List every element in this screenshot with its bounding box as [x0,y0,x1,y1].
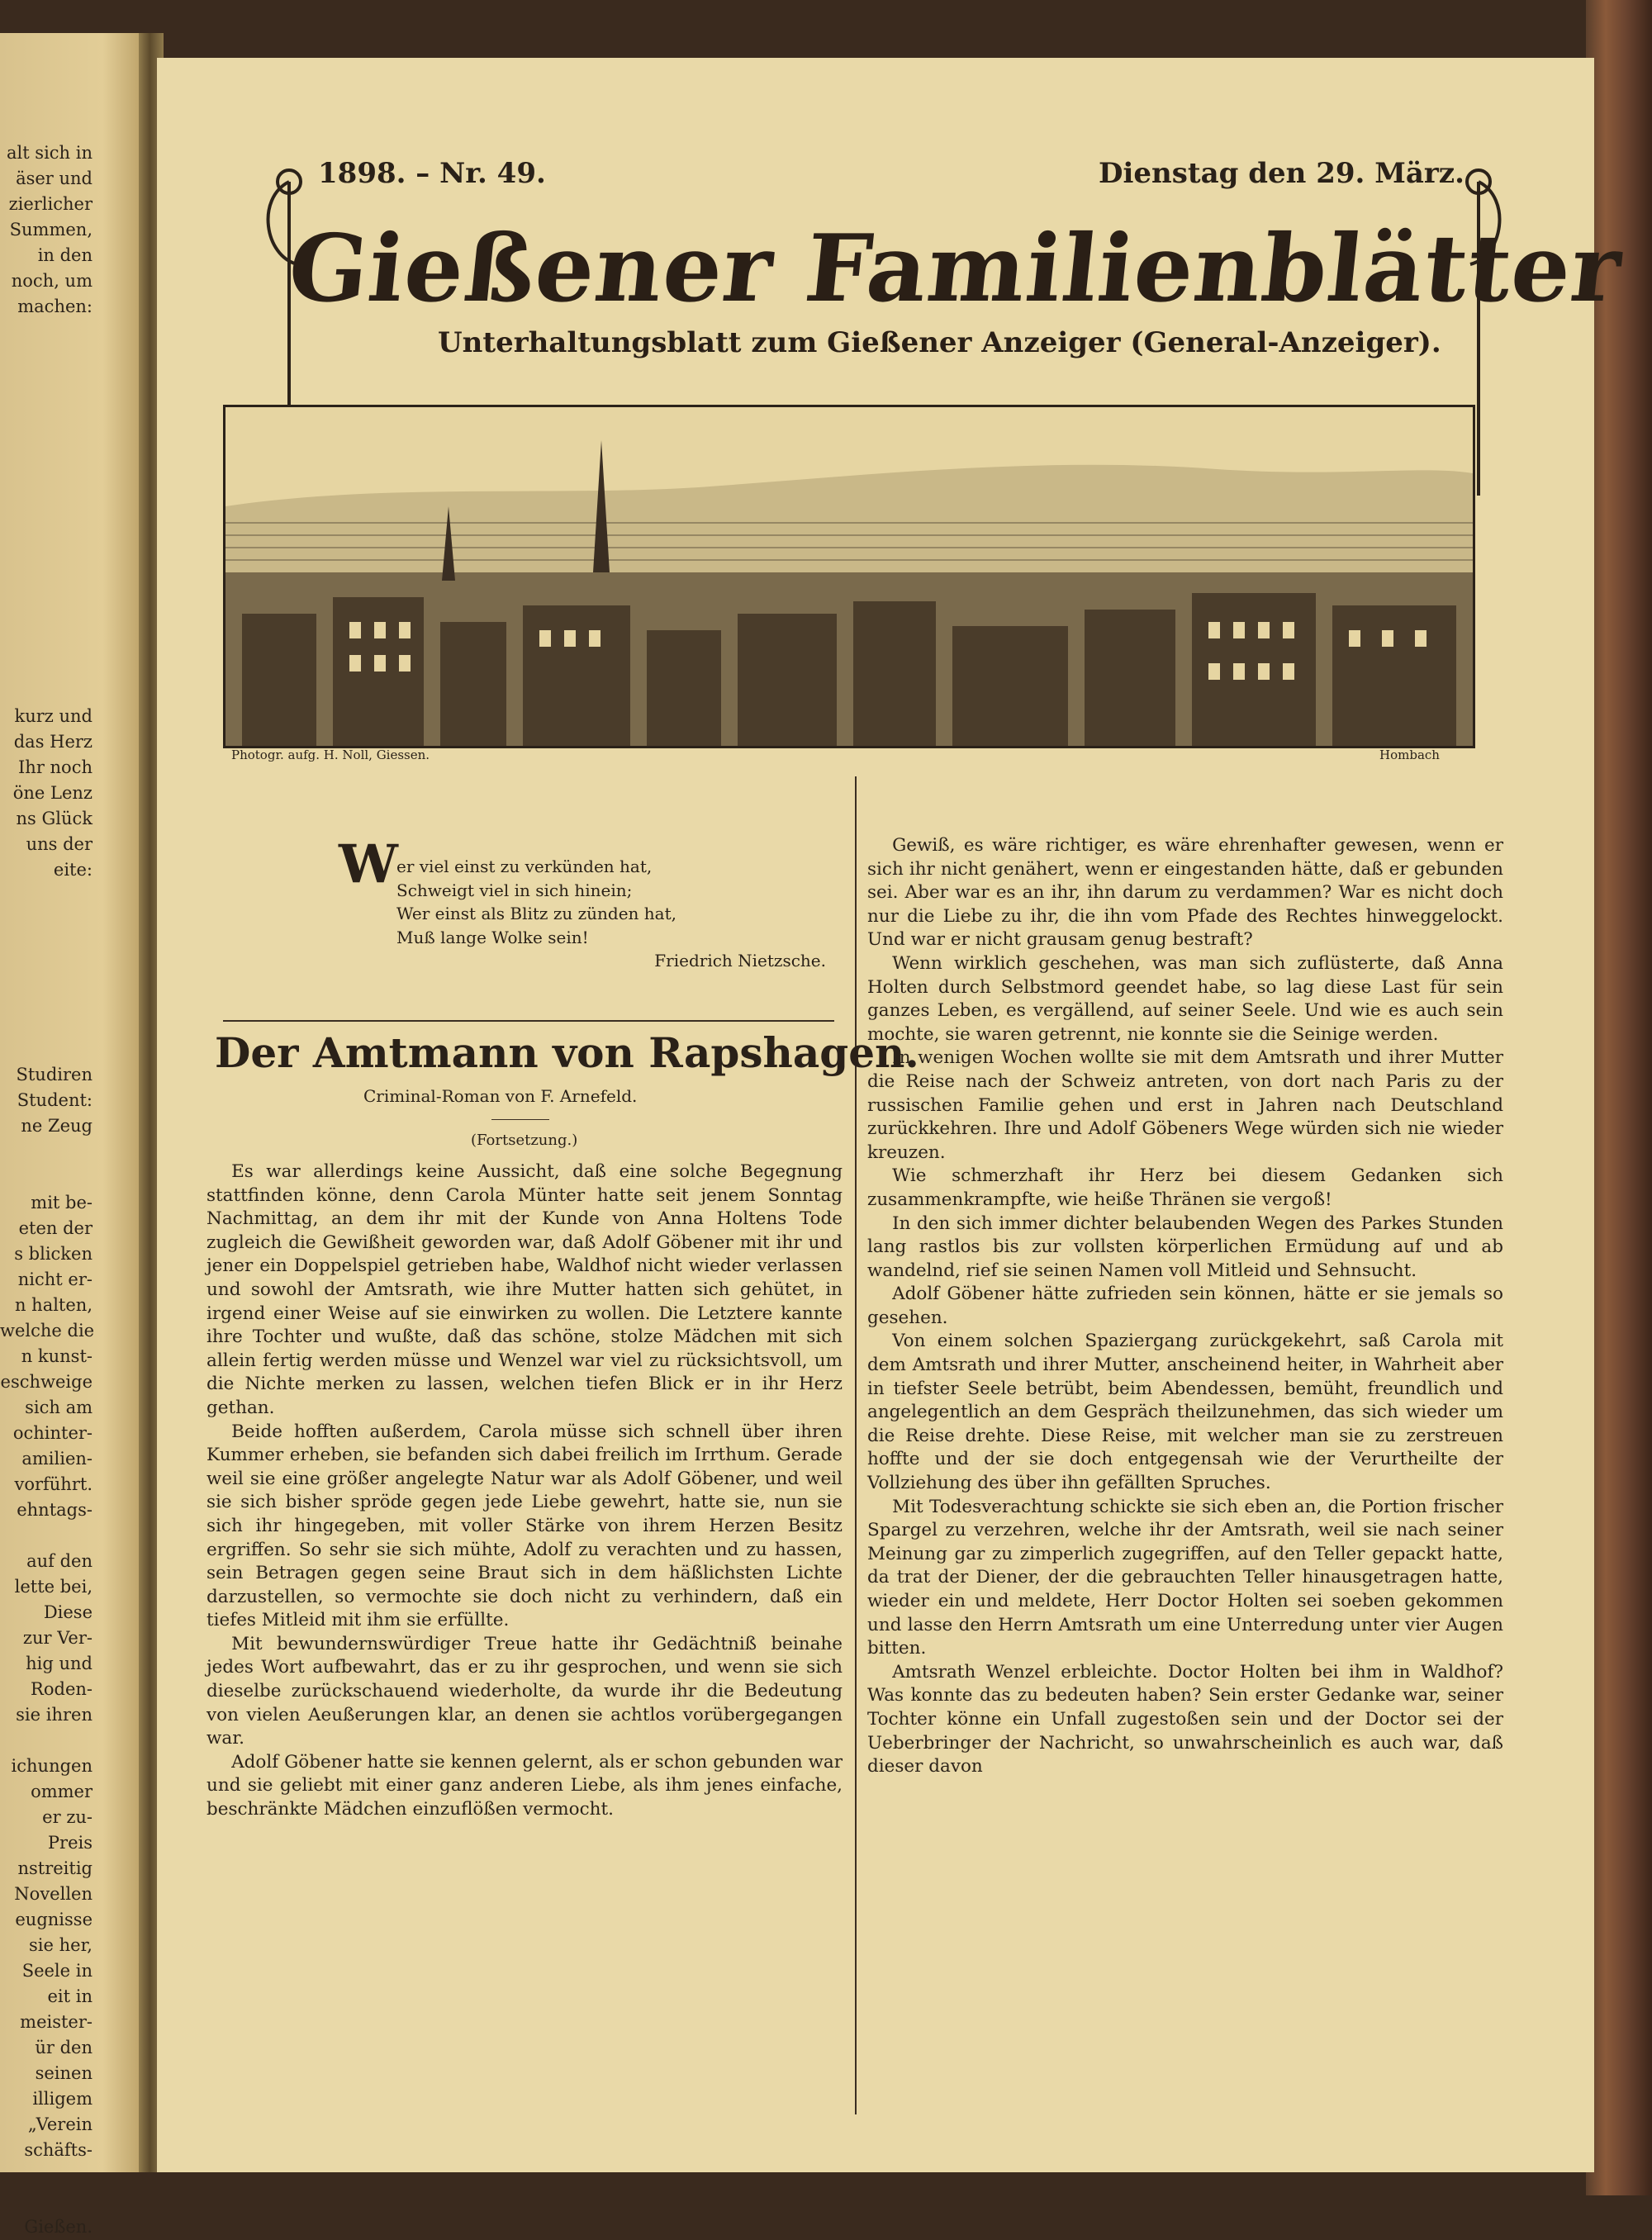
masthead-subtitle: Unterhaltungsblatt zum Gießener Anzeiger (General-Anzeiger). [438,326,1441,359]
left-fragment-line: Ihr noch [18,757,93,777]
left-fragment-line: zierlicher [8,194,93,214]
left-fragment-line: in den [37,245,93,265]
paragraph: Adolf Göbener hätte zufrieden sein können, hätte er sie jemals so gesehen. [867,1284,1503,1328]
paragraph: Adolf Göbener hatte sie kennen gelernt, als er schon gebunden war und sie geliebt mit einer ganz anderen Liebe, als ihm jenes einfache, beschränkte Mädchen einzuflößen vermocht. [206,1751,843,1820]
paragraph: Wenn wirklich geschehen, was man sich zuflüsterte, daß Anna Holten durch Selbstmord geendet habe, so lag diese Last für sein ganzes Leben, es vergällend, auf seiner Seele. Und wie es auch sein mochte, sie waren getrennt, nie konnte sie die Seinige werden. [867,952,1503,1045]
left-fragment-line [0,473,93,499]
left-fragment-line: ehntags- [17,1500,93,1520]
left-fragment-line [0,1037,93,1062]
left-fragment-line [0,1165,93,1190]
left-fragment-line: lette bei, [14,1577,93,1597]
continuation-note: (Fortsetzung.) [471,1132,578,1149]
left-fragment-line: eite: [53,860,93,880]
issue-date: Dienstag den 29. März. [1099,157,1464,190]
left-fragment-line: seinen [35,2063,93,2083]
left-fragment-line [0,371,93,396]
story-column-2 [867,834,1503,1779]
left-fragment-line: Novellen [14,1884,93,1904]
left-fragment-line [0,320,93,345]
left-fragment-line [0,960,93,985]
city-panorama-engraving [223,405,1475,748]
left-fragment-line: Student: [17,1090,93,1110]
left-fragment-line [0,1728,93,1754]
left-fragment-line [0,1523,93,1549]
paragraph: Es war allerdings keine Aussicht, daß eine solche Begegnung stattfinden könne, denn Carola Münter hatte seit jenem Sonntag Nachmittag, an dem ihr mit der Kunde von Anna Holtens Tode zugleich die Gewißheit geworden war, daß Adolf Göbener mit ihr und jener ein Doppelspiel getrieben habe, Waldhof nicht wieder verlassen und sowohl der Amtsrath, wie ihre Mutter hatten sich gehütet, in irgend einer Weise auf sie einwirken zu wollen. Die Letztere kannte ihre Tochter und wußte, daß das schöne, stolze Mädchen mit sich allein fertig werden müsse und Wenzel war viel zu rücksichtsvoll, um die Nichte merken zu lassen, welchen tiefen Blick er in ihr Herz gethan. [206,1161,843,1418]
left-fragment-line: nicht er- [17,1269,93,1289]
poem-lines [396,855,826,973]
story-byline: Criminal-Roman von F. Arnefeld. [363,1086,638,1106]
left-fragment-line: äser und [16,168,93,188]
left-fragment-line: meister- [20,2012,93,2032]
left-fragment-line: amilien- [21,1449,93,1469]
story-column-1 [206,1160,843,1822]
left-fragment-line: welche die [0,1321,95,1341]
left-fragment-line: alt sich in [6,143,93,163]
poem-line: Schweigt viel in sich hinein; [396,880,633,900]
left-fragment-line: hig und [26,1654,93,1673]
left-fragment-line [0,653,93,678]
left-fragment-line: er zu- [42,1807,93,1827]
left-fragment-line [0,550,93,576]
story-title: Der Amtmann von Rapshagen. [215,1028,919,1077]
left-fragment-line [0,1011,93,1037]
left-fragment-line [0,934,93,960]
left-fragment-line: nstreitig [17,1858,93,1878]
left-fragment-line: Roden- [31,1679,93,1699]
left-fragment-line [0,678,93,704]
left-fragment-line: s blicken [14,1244,93,1264]
left-fragment-line: Summen, [9,220,93,240]
left-page [0,33,147,2237]
left-fragment-line: ns Glück [16,809,93,828]
left-fragment-line: n halten, [14,1295,93,1315]
left-fragment-line [0,2163,93,2189]
photo-credit: Photogr. aufg. H. Noll, Giessen. [231,747,430,762]
paragraph: In wenigen Wochen wollte sie mit dem Amtsrath und ihrer Mutter die Reise nach der Schweiz antreten, von dort nach Paris zu der russischen Familie gehen und erst in Jahren nach Deutschland zurückkehren. Ihre und Adolf Göbeners Wege würden sich nie wieder kreuzen. [867,1047,1503,1163]
poem-line: Wer einst als Blitz zu zünden hat, [396,904,676,924]
poem-rule [223,1020,834,1022]
poem-line: er viel einst zu verkünden hat, [396,857,653,876]
left-fragment-line [0,985,93,1011]
left-fragment-line: noch, um [11,271,93,291]
left-fragment-line: Studiren [16,1065,93,1084]
left-fragment-line: „Verein [27,2114,93,2134]
left-fragment-line: eit in [47,1986,93,2006]
engraver-credit: Hombach [1379,747,1440,762]
left-fragment-line: machen: [17,297,93,316]
left-fragment-line: ne Zeug [21,1116,93,1136]
left-fragment-line [0,627,93,653]
left-fragment-line: Seele in [21,1961,93,1981]
left-fragment-line [0,345,93,371]
left-fragment-line: sich am [25,1398,93,1417]
left-fragment-line: Diese [43,1602,93,1622]
paragraph: Gewiß, es wäre richtiger, es wäre ehrenhafter gewesen, wenn er sich ihr nicht genähert, wenn er eingestanden hätte, daß er gebunden sei. Aber war es an ihr, ihn darum zu verdammen? War es nicht doch nur die Liebe zu ihr, die ihn vom Pfade des Rechtes hinweggelockt. Und war er nicht grausam genug bestraft? [867,835,1503,951]
title-rule [491,1119,549,1120]
column-divider [855,776,857,2114]
left-fragment-line [0,448,93,473]
left-fragment-line: uns der [26,834,93,854]
left-fragment-line: Gießen. [24,2217,93,2237]
issue-number: 1898. – Nr. 49. [318,157,546,190]
left-fragment-line: eschweige [0,1372,93,1392]
left-fragment-line: ommer [31,1782,93,1801]
left-fragment-line: kurz und [14,706,93,726]
paragraph: In den sich immer dichter belaubenden Wegen des Parkes Stunden lang rastlos bis zur vollsten körperlichen Ermüdung auf und ab wandelnd, rief sie seinen Namen voll Mitleid und Sehnsucht. [867,1213,1503,1281]
left-fragment-line: das Herz [13,732,93,752]
left-fragment-line: öne Lenz [12,783,93,803]
left-fragment-line: sie ihren [16,1705,93,1725]
newspaper-page [157,58,1627,2172]
left-fragment-line [0,396,93,422]
paragraph: Beide hofften außerdem, Carola müsse sich schnell über ihren Kummer erheben, sie befanden sich dabei freilich im Irrthum. Gerade weil sie eine größer angelegte Natur war als Adolf Göbener, und weil sie sich bisher spröde gegen jede Liebe gewehrt, hatte sie, nun sie sich ihr hingegeben, mit voller Stärke von ihrem Herzen Besitz ergriffen. So sehr sie sich mühte, Adolf zu verachten und zu hassen, sein Betragen gegen seine Braut sich in dem häßlichsten Lichte darzustellen, so vermochte sie doch nicht zu verhindern, daß ein tiefes Mitleid mit ihm sie erfüllte. [206,1421,843,1631]
left-fragment-line: n kunst- [21,1346,93,1366]
left-fragment-line: eten der [18,1218,93,1238]
left-fragment-line [0,499,93,524]
left-fragment-line [0,2189,93,2214]
left-fragment-line [0,909,93,934]
left-fragment-line [0,883,93,909]
left-page-text-fragments [0,140,93,2240]
left-fragment-line [0,1139,93,1165]
left-fragment-line [0,422,93,448]
poem-line: Muß lange Wolke sein! [396,927,589,947]
left-fragment-line: ochinter- [12,1423,93,1443]
left-fragment-line [0,524,93,550]
left-fragment-line [0,576,93,601]
left-fragment-line [0,601,93,627]
left-fragment-line: sie her, [29,1935,93,1955]
left-fragment-line: Preis [47,1833,93,1853]
paragraph: Mit bewundernswürdiger Treue hatte ihr Gedächtniß beinahe jedes Wort aufbewahrt, das er zu ihr gesprochen, und wenn sie sich dieselbe zurückschauend wiederholte, da wurde ihr die Bedeutung von vielen Aeußerungen klar, an denen sie achtlos vorübergegangen war. [206,1633,843,1749]
paragraph: Amtsrath Wenzel erbleichte. Doctor Holten bei ihm in Waldhof? Was konnte das zu bedeuten haben? Sein erster Gedanke war, seiner Tochter könne ein Unfall zugestoßen sein und der Doctor sei der Ueberbringer der Nachricht, so unwahrscheinlich es auch war, daß dieser davon [867,1661,1503,1777]
left-fragment-line: mit be- [31,1193,93,1213]
paragraph: Mit Todesverachtung schickte sie sich eben an, die Portion frischer Spargel zu verzehren, welche ihr der Amtsrath, weil sie nach seiner Meinung gar zu zimperlich zugegriffen, auf den Teller gepackt hatte, da trat der Diener, der die gebrauchten Teller hinausgetragen hatte, wieder ein und meldete, Herr Doctor Holten sei soeben gekommen und lasse den Herrn Amtsrath um eine Unterredung unter vier Augen bitten. [867,1496,1503,1659]
paragraph: Von einem solchen Spaziergang zurückgekehrt, saß Carola mit dem Amtsrath und ihrer Mutter, anscheinend heiter, in Wahrheit aber in tiefster Seele betrübt, beim Abendessen, bemüht, freundlich und angelegentlich an dem Gespräch theilzunehmen, das sich wieder um die Reise drehte. Diese Reise, mit welcher man sie zu zerstreuen hoffte und der sie doch entgegensah wie der Verurtheilte der Vollziehung des über ihn gefällten Spruches. [867,1331,1503,1494]
left-fragment-line: vorführt. [14,1474,93,1494]
left-fragment-line: ür den [35,2038,93,2057]
left-fragment-line: eugnisse [15,1910,93,1929]
left-fragment-line: ichungen [11,1756,93,1776]
poem-dropcap: W [339,833,398,895]
left-fragment-line: illigem [32,2089,93,2109]
book-cover-edge [1586,0,1652,2195]
masthead-title: Gießener Familienblätter [283,215,1627,323]
left-fragment-line: auf den [26,1551,93,1571]
left-fragment-line: schäfts- [24,2140,93,2160]
poem-author: Friedrich Nietzsche. [654,951,826,971]
left-fragment-line: zur Ver- [22,1628,93,1648]
paragraph: Wie schmerzhaft ihr Herz bei diesem Gedanken sich zusammenkrampfte, wie heiße Thränen sie vergoß! [867,1165,1503,1210]
